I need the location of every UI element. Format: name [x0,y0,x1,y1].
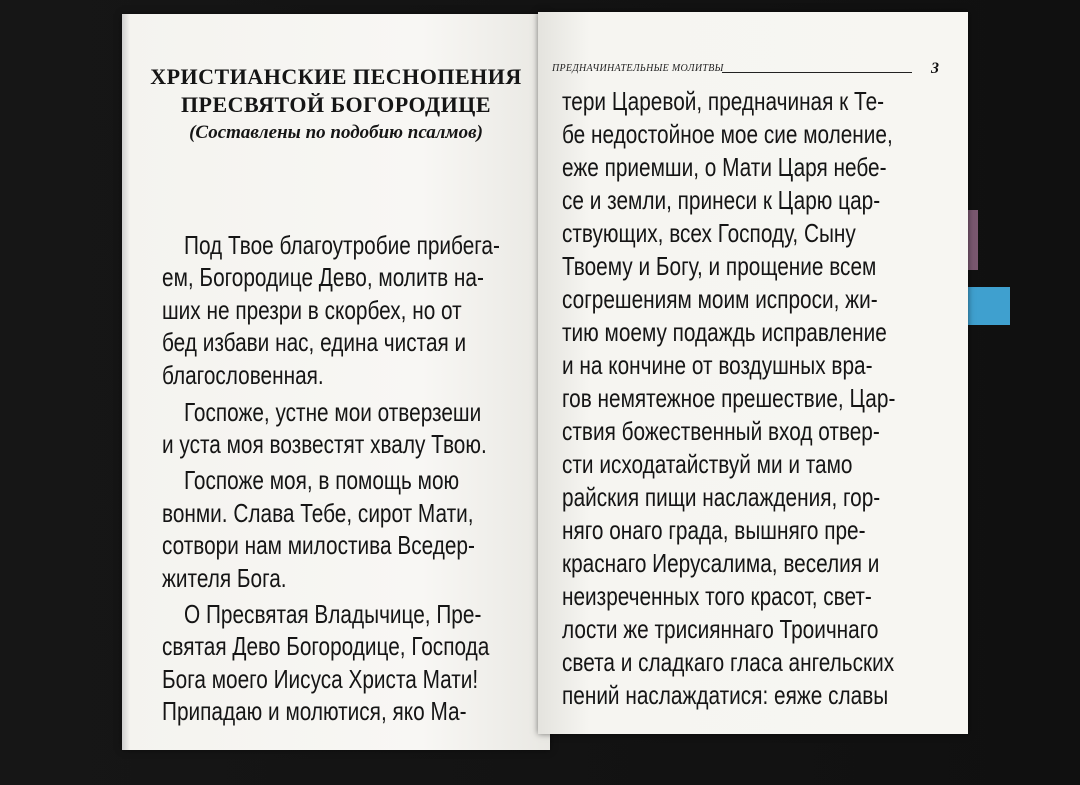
left-text-line: Госпоже моя, в помощь мою [184,465,460,496]
right-text-line: сти исходатайствуй ми и тамо [562,449,853,479]
right-text-line: се и земли, принеси к Царю цар- [562,185,881,215]
blue-bookmark-tab [968,287,1010,325]
left-text-line: Бога моего Иисуса Христа Мати! [162,663,479,694]
page-number: 3 [931,60,939,77]
right-text-line: няго онаго града, вышняго пре- [562,515,866,545]
running-head [552,60,957,80]
chapter-title-line-2: ПРЕСВЯТОЙ БОГОРОДИЦЕ [180,92,492,117]
left-text-line: Под Твое благоутробие прибега- [184,230,500,260]
chapter-subtitle: (Составлены по подобию псалмов) [189,122,483,143]
left-text-line: Госпоже, устне мои отверзеши [184,396,482,427]
right-text-line: и на кончине от воздушных вра- [562,350,873,380]
left-text-line: сотвори нам милостива Вседер- [162,530,475,561]
right-text-line: райския пищи наслаждения, гор- [562,482,881,512]
left-text-line: и уста моя возвестят хвалу Твою. [162,429,487,460]
purple-bookmark-tab [968,210,978,270]
running-head-rule [722,72,912,73]
right-text-line: лости же трисияннаго Троичнаго [562,614,879,644]
right-text-line: пений наслаждатися: еяже славы [562,680,889,710]
right-text-line: тию моему подаждь исправление [562,317,887,347]
right-text-line: света и сладкаго гласа ангельских [562,647,895,677]
right-text-line: еже приемши, о Мати Царя небе- [562,152,887,182]
right-text-line: неизреченных того красот, свет- [562,581,872,611]
left-text-line: благословенная. [162,359,324,390]
right-text-line: согрешениям моим испроси, жи- [562,284,878,314]
left-text-line: бед избави нас, едина чистая и [162,327,467,358]
right-text-line: тери Царевой, предначиная к Те- [562,86,885,116]
right-text-line: гов немятежное прешествие, Цар- [562,383,896,413]
left-text-line: Припадаю и молютися, яко Ма- [162,696,467,726]
running-head-text: ПРЕДНАЧИНАТЕЛЬНЫЕ МОЛИТВЫ [552,63,724,74]
right-page [538,12,968,734]
right-text-line: ствующих, всех Господу, Сыну [562,218,856,248]
left-text-line: вонми. Слава Тебе, сирот Мати, [162,497,474,528]
left-text-line: О Пресвятая Владычице, Пре- [184,598,482,629]
right-text-line: краснаго Иерусалима, веселия и [562,548,880,578]
left-page [122,14,550,750]
left-text-line: ших не презри в скорбех, но от [162,294,462,325]
right-text-line: бе недостойное мое сие моление, [562,119,893,149]
left-text-line: жителя Бога. [162,562,287,593]
right-text-line: ствия божественный вход отвер- [562,416,880,446]
right-text-line: Твоему и Богу, и прощение всем [562,251,877,281]
chapter-title-line-1: ХРИСТИАНСКИЕ ПЕСНОПЕНИЯ [150,64,522,89]
left-text-line: ем, Богородице Дево, молитв на- [162,262,484,293]
left-text-line: святая Дево Богородице, Господа [162,631,490,662]
page-edge-shadow [122,14,130,750]
